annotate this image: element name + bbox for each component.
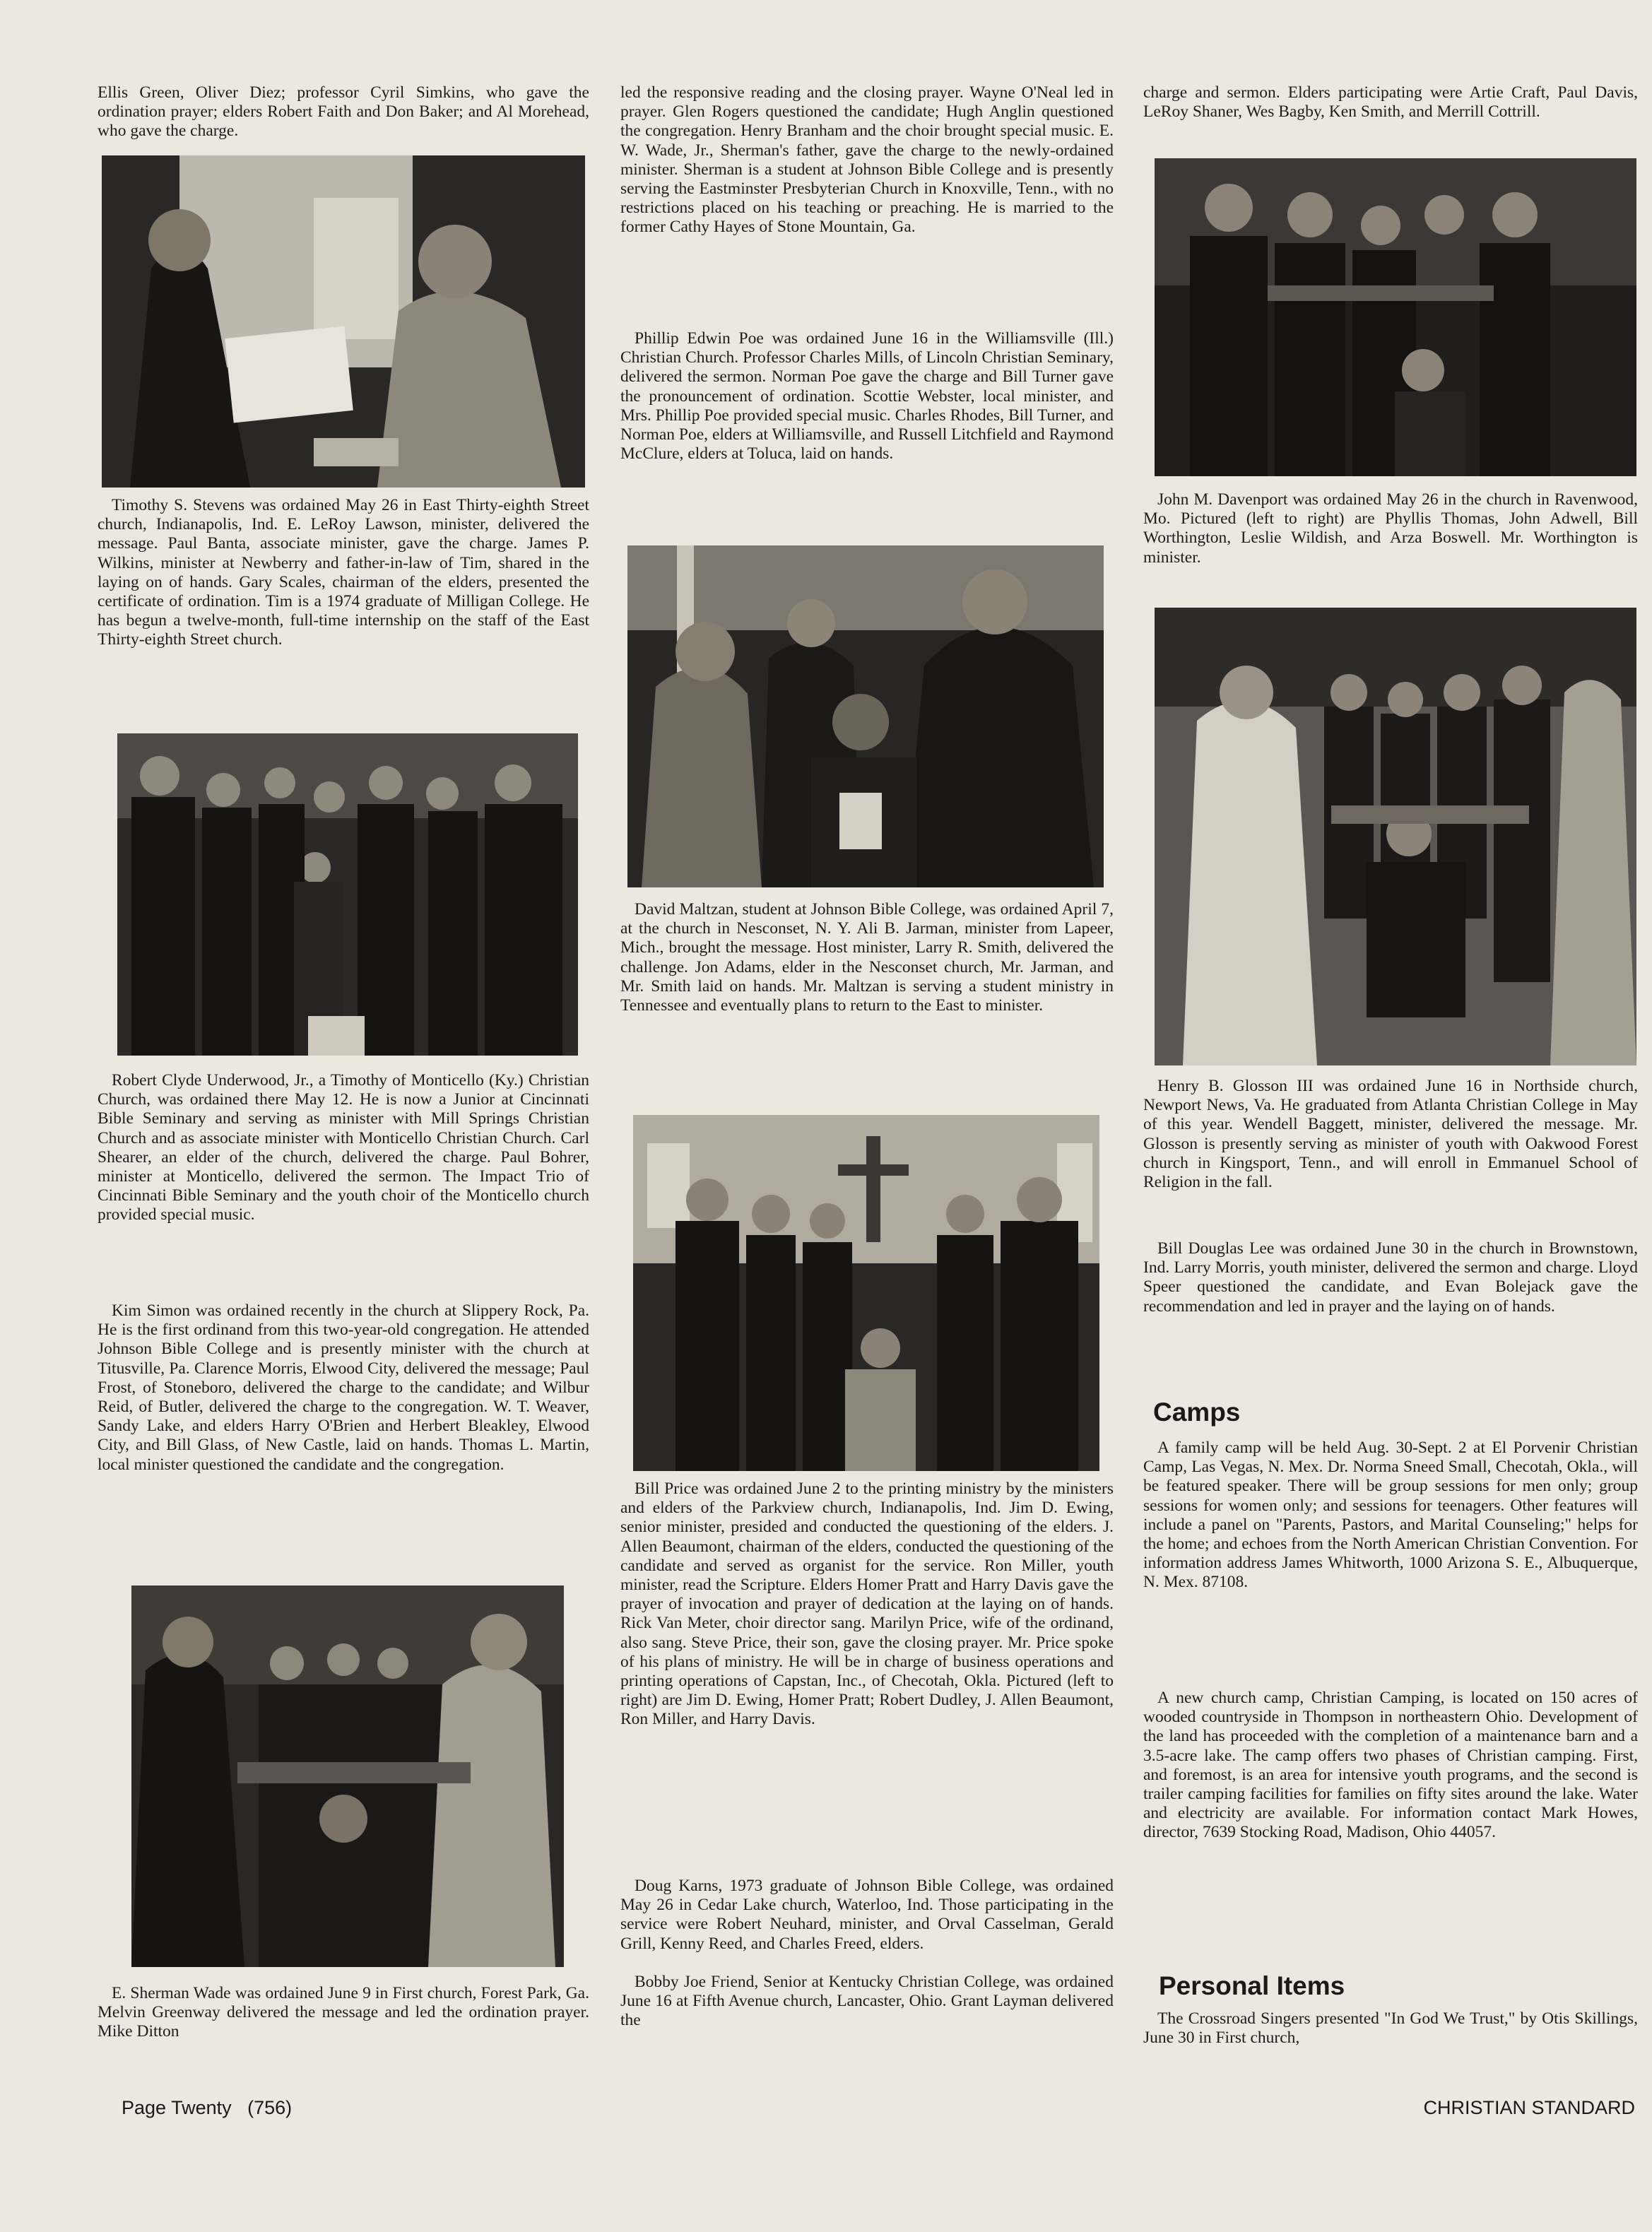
caption-henry-glosson: Henry B. Glosson III was ordained June 16 in Northside church, Newport News, Va. He graduated from Atlanta Christian College in May of this year. Wendell Baggett, minister, delivered the message. Mr. Glosson is presently serving as minister of youth with Oakwood Forest church in Kingsport, Tenn., and will enroll in Emmanuel School of Religion in the fall. (1143, 1077, 1638, 1192)
middle-paragraph-doug-karns: Doug Karns, 1973 graduate of Johnson Bible College, was ordained May 26 in Cedar Lake church, Waterloo, Ind. Those participating in the service were Robert Neuhard, minister, and Orval Casselman, Gerald Grill, Kenny Reed, and Charles Freed, elders. (620, 1877, 1114, 1953)
photo-timothy-stevens (102, 155, 585, 488)
photo-sherman-wade (131, 1586, 564, 1967)
right-paragraph-friend-cont: charge and sermon. Elders participating were Artie Craft, Paul Davis, LeRoy Shaner, Wes Bagby, Ken Smith, and Merrill Cottrill. (1143, 83, 1638, 122)
photo-henry-glosson (1155, 608, 1636, 1065)
page-number: Page Twenty (756) (122, 2097, 293, 2118)
caption-timothy-stevens: Timothy S. Stevens was ordained May 26 in East Thirty-eighth Street church, Indianapolis, Ind. E. LeRoy Lawson, minister, delivered the message. Paul Banta, associate minister, gave the charge. James P. Wilkins, minister at Newberry and father-in-law of Tim, shared in the laying on of hands. Gary Scales, chairman of the elders, presented the certificate of ordination. Tim is a 1974 graduate of Milligan College. He has begun a twelve-month, full-time internship on the staff of the East Thirty-eighth Street church. (98, 496, 589, 649)
photo-david-maltzan (627, 545, 1104, 887)
left-paragraph-kim-simon: Kim Simon was ordained recently in the church at Slippery Rock, Pa. He is the first ordinand from this two-year-old congregation. He attended Johnson Bible College and is presently minister with the church at Titusville, Pa. Clarence Morris, Elwood City, delivered the message; Paul Frost, of Stoneboro, delivered the charge to the candidate; and Wilbur Reid, of Butler, delivered the charge to the congregation. W. T. Weaver, Sandy Lake, and elders Harry O'Brien and Herbert Bleakley, Elwood City, and Bill Glass, of New Castle, laid on hands. Thomas L. Martin, local minister questioned the candidate and the congregation. (98, 1301, 589, 1474)
right-paragraph-christian-camping: A new church camp, Christian Camping, is located on 150 acres of wooded countryside in Thompson in northeastern Ohio. Development of the land has proceeded with the completion of a maintenance barn and a 3.5-acre lake. The camp offers two phases of Christian camping. First, and foremost, is an area for intensive youth programs, and the second is trailer camping facilities for families on fifty sites around the lake. Water and electricity are available. For information contact Mark Howes, director, 7639 Stocking Road, Madison, Ohio 44057. (1143, 1689, 1638, 1842)
right-paragraph-bill-lee: Bill Douglas Lee was ordained June 30 in the church in Brownstown, Ind. Larry Morris, youth minister, delivered the sermon and charge. Lloyd Speer questioned the candidate, and Evan Bolejack gave the recommendation and led in prayer and the laying on of hands. (1143, 1239, 1638, 1316)
photo-john-davenport (1155, 158, 1636, 476)
publication-name: CHRISTIAN STANDARD (1423, 2097, 1635, 2118)
middle-paragraph-bobby-friend: Bobby Joe Friend, Senior at Kentucky Christian College, was ordained June 16 at Fifth Avenue church, Lancaster, Ohio. Grant Layman delivered the (620, 1973, 1114, 2030)
section-heading-camps: Camps (1153, 1398, 1241, 1427)
photo-bill-price (633, 1115, 1099, 1471)
middle-paragraph-wade-cont: led the responsive reading and the closing prayer. Wayne O'Neal led in prayer. Glen Rogers questioned the candidate; Hugh Anglin questioned the congregation. Henry Branham and the choir brought special music. E. W. Wade, Jr., Sherman's father, gave the charge to the newly-ordained minister. Sherman is a student at Johnson Bible College and is presently serving the Eastminster Presbyterian Church in Knoxville, Tenn., with no restrictions placed on his teaching or preaching. He is married to the former Cathy Hayes of Stone Mountain, Ga. (620, 83, 1114, 237)
caption-john-davenport: John M. Davenport was ordained May 26 in the church in Ravenwood, Mo. Pictured (left to right) are Phyllis Thomas, John Adwell, Bill Worthington, Leslie Wildish, and Arza Boswell. Mr. Worthington is minister. (1143, 490, 1638, 567)
right-paragraph-family-camp: A family camp will be held Aug. 30-Sept. 2 at El Porvenir Christian Camp, Las Vegas, N. Mex. Dr. Norma Sneed Small, Checotah, Okla., will be featured speaker. There will be group sessions for men only; group sessions for women only; and sessions for teenagers. Other features will include a panel on "Parents, Pastors, and Marital Counseling;" helps for the home; and echoes from the North American Christian Convention. For information address James Whitworth, 1000 Arizona S. E., Albuquerque, N. Mex. 87108. (1143, 1439, 1638, 1592)
right-paragraph-crossroad-singers: The Crossroad Singers presented "In God We Trust," by Otis Skillings, June 30 in First church, (1143, 2009, 1638, 2048)
photo-robert-underwood (117, 733, 578, 1056)
section-heading-personal-items: Personal Items (1159, 1971, 1345, 2000)
caption-robert-underwood: Robert Clyde Underwood, Jr., a Timothy of Monticello (Ky.) Christian Church, was ordained there May 12. He is now a Junior at Cincinnati Bible Seminary and serving as minister with Mill Springs Christian Church and as associate minister with Monticello Christian Church. Carl Shearer, an elder of the church, delivered the charge. Paul Bohrer, minister at Monticello, delivered the sermon. The Impact Trio of Cincinnati Bible Seminary and the youth choir of the Monticello church provided special music. (98, 1071, 589, 1224)
caption-bill-price: Bill Price was ordained June 2 to the printing ministry by the ministers and elders of the Parkview church, Indianapolis, Ind. Jim D. Ewing, senior minister, presided and conducted the questioning of the elders. J. Allen Beaumont, chairman of the elders, conducted the questioning of the candidate and served as organist for the service. Ron Miller, youth minister, read the Scripture. Elders Homer Pratt and Harry Davis gave the prayer of invocation and prayer of dedication at the laying on of hands. Rick Van Meter, choir director sang. Marilyn Price, wife of the ordinand, also sang. Steve Price, their son, gave the closing prayer. Mr. Price spoke of his plans of ministry. He will be in charge of business operations and printing operations of Capstan, Inc., of Checotah, Okla. Pictured (left to right) are Jim D. Ewing, Homer Pratt; Robert Dudley, J. Allen Beaumont, Ron Miller, and Harry Davis. (620, 1480, 1114, 1729)
caption-sherman-wade: E. Sherman Wade was ordained June 9 in First church, Forest Park, Ga. Melvin Greenway delivered the message and led the ordination prayer. Mike Ditton (98, 1984, 589, 2041)
middle-paragraph-phillip-poe: Phillip Edwin Poe was ordained June 16 in the Williamsville (Ill.) Christian Church. Professor Charles Mills, of Lincoln Christian Seminary, delivered the sermon. Norman Poe gave the charge and Bill Turner gave the pronouncement of ordination. Scottie Webster, local minister, and Mrs. Phillip Poe provided special music. Charles Rhodes, Bill Turner, and Norman Poe, elders at Williamsville, and Russell Litchfield and Raymond McClure, elders at Toluca, laid on hands. (620, 329, 1114, 463)
left-paragraph-intro: Ellis Green, Oliver Diez; professor Cyril Simkins, who gave the ordination prayer; elders Robert Faith and Don Baker; and Al Morehead, who gave the charge. (98, 83, 589, 141)
caption-david-maltzan: David Maltzan, student at Johnson Bible College, was ordained April 7, at the church in Nesconset, N. Y. Ali B. Jarman, minister from Lapeer, Mich., brought the message. Host minister, Larry R. Smith, delivered the challenge. Jon Adams, elder in the Nesconset church, Mr. Jarman, and Mr. Smith laid on hands. Mr. Maltzan is serving a student ministry in Tennessee and eventually plans to return to the East to minister. (620, 900, 1114, 1015)
